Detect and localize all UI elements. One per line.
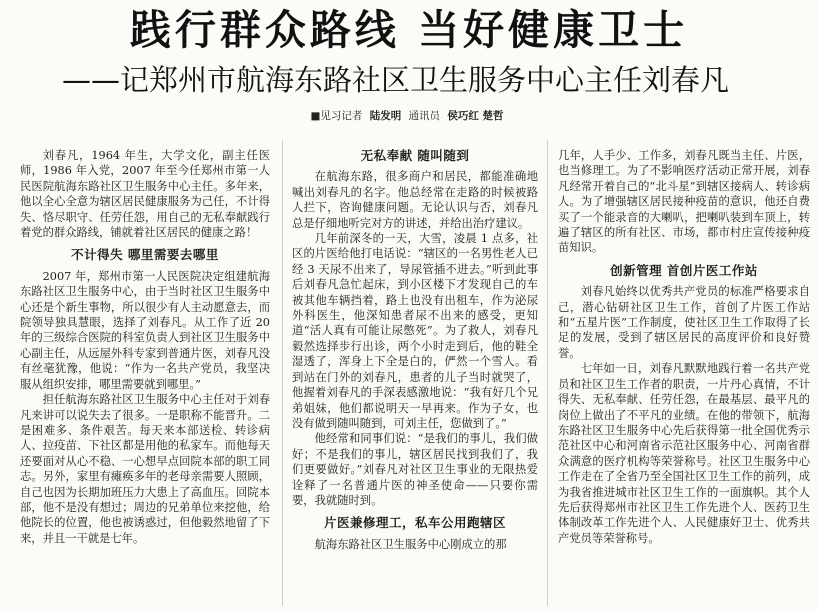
- byline-prefix: ■见习记者: [310, 110, 363, 122]
- byline: [0, 108, 818, 123]
- paragraph: 他经常和同事们说：“是我们的事儿，我们做好；不是我们的事儿，辖区居民找到我们了，我们更要做好。”刘春凡对社区卫生事业的无限热爱诠释了一名普通片医的神圣使命——只要你需要，我就随时到。: [292, 432, 538, 507]
- article-column-1: [20, 148, 270, 608]
- section-heading: 片医兼修理工，私车公用跑辖区: [323, 515, 506, 531]
- paragraph: 七年如一日，刘春凡默默地践行着一名共产党员和社区卫生工作者的职责，一片丹心真情，不计得失、无私奉献、任劳任怨，在最基层、最平凡的岗位上做出了不平凡的业绩。在他的带领下，航海东路社区卫生服务中心先后获得第一批全国优秀示范社区中心和河南省示范社区服务中心、河南省群众满意的医疗机构等荣誉称号。社区卫生服务中心工作走在了全省乃至全国社区卫生工作的前列，成为我省推进城市社区卫生工作的一面旗帜。其个人先后获得郑州市社区卫生工作先进个人、医药卫生体制改革工作先进个人、人民健康好卫士、优秀共产党员等荣誉称号。: [558, 362, 810, 545]
- section-heading: 无私奉献 随叫随到: [360, 148, 470, 163]
- section-heading: 不计得失 哪里需要去哪里: [71, 247, 219, 263]
- column-divider: [547, 140, 548, 606]
- paragraph: 航海东路社区卫生服务中心刚成立的那: [314, 537, 507, 551]
- byline-correspondents: 侯巧红 楚哲: [447, 110, 504, 122]
- article-column-3: [558, 148, 810, 608]
- headline: 践行群众路线 当好健康卫士: [129, 6, 689, 54]
- subheadline: ——记郑州市航海东路社区卫生服务中心主任刘春凡: [62, 63, 730, 97]
- paragraph: 几年前深冬的一天，大雪，凌晨 1 点多，社区的片医给他打电话说：“辖区的一名男性老人已经 3 天尿不出来了，导尿管插不进去。”听到此事后刘春凡急忙起床，到小区楼下才发现自己的车被其他车辆挡着，路上也没有出租车，作为泌尿外科医生，他深知患者尿不出来的感受，更知道“活人真有可能让尿憋死”。为了救人，刘春凡毅然选择步行出诊，两个小时走到后，他的鞋全湿透了，浑身上下全是白的，俨然一个雪人。看到站在门外的刘春凡，患者的儿子当时就哭了，他握着刘春凡的手深表感激地说：“我有好几个兄弟姐妹，他们都说明天一早再来。作为子女，也没有做到随叫随到，可刘主任，您做到了。”: [292, 232, 538, 430]
- section-heading: 创新管理 首创片医工作站: [610, 262, 758, 278]
- byline-reporter: 陆发明: [369, 110, 402, 122]
- paragraph: 刘春凡始终以优秀共产党员的标准严格要求自己，潜心钻研社区卫生工作，首创了片医工作站和“五星片医”工作制度，使社区卫生工作取得了长足的发展，受到了辖区居民的高度评价和良好赞誉。: [558, 285, 810, 360]
- column-divider: [282, 140, 283, 606]
- byline-correspondent-label: 通讯员: [408, 110, 441, 122]
- paragraph: 2007 年，郑州市第一人民医院决定组建航海东路社区卫生服务中心，由于当时社区卫生服务中心还是个新生事物，所以很少有人主动愿意去，而院领导独具慧眼，选择了刘春凡。从工作了近 20 年的三级综合医院的科室负责人到社区卫生服务中心副主任，从远屋外科专家到普通片医，刘春凡没有丝毫犹豫，他说：“作为一名共产党员，我坚决服从组织安排，哪里需要就到哪里。”: [20, 269, 270, 391]
- paragraph: 几年，人手少、工作多，刘春凡既当主任、片医，也当修理工。为了不影响医疗活动正常开展，刘春凡经常开着自己的“北斗星”到辖区接病人、转诊病人。为了增强辖区居民接种疫苗的意识，他还自费买了一个能录音的大喇叭，把喇叭装到车顶上，转遍了辖区的所有社区、市场，都市村庄宣传接种疫苗知识。: [558, 149, 810, 255]
- article-column-2: [292, 148, 538, 608]
- intro-paragraph: 刘春凡，1964 年生，大学文化，副主任医师，1986 年入党，2007 年至今任郑州市第一人民医院航海东路社区卫生服务中心主任。多年来，他以全心全意为辖区居民健康服务为己任，不计得失、恪尽职守、任劳任怨，用自己的无私奉献践行着党的群众路线，铺就着社区居民的健康之路！: [20, 149, 270, 240]
- paragraph: 在航海东路，很多商户和居民，都能准确地喊出刘春凡的名字。他总经常在走路的时候被路人拦下，咨询健康问题。无论认识与否，刘春凡总是仔细地听完对方的讲述，并给出治疗建议。: [292, 170, 538, 230]
- paragraph: 担任航海东路社区卫生服务中心主任对于刘春凡来讲可以说失去了很多。一是职称不能晋升。二是困难多、条件艰苦。每天来本部送检、转诊病人、拉疫苗、下社区都是用他的私家车。而他每天还要面对从心不稳、一心想早点回院本部的职工同志。另外，家里有瘫痪多年的老母亲需要人照顾，自己也因为长期加班压力大患上了高血压。回院本部，他不是没有想过；周边的兄弟单位来挖他，给他院长的位置，他也被诱惑过，但他毅然地留了下来，并且一干就是七年。: [20, 393, 270, 545]
